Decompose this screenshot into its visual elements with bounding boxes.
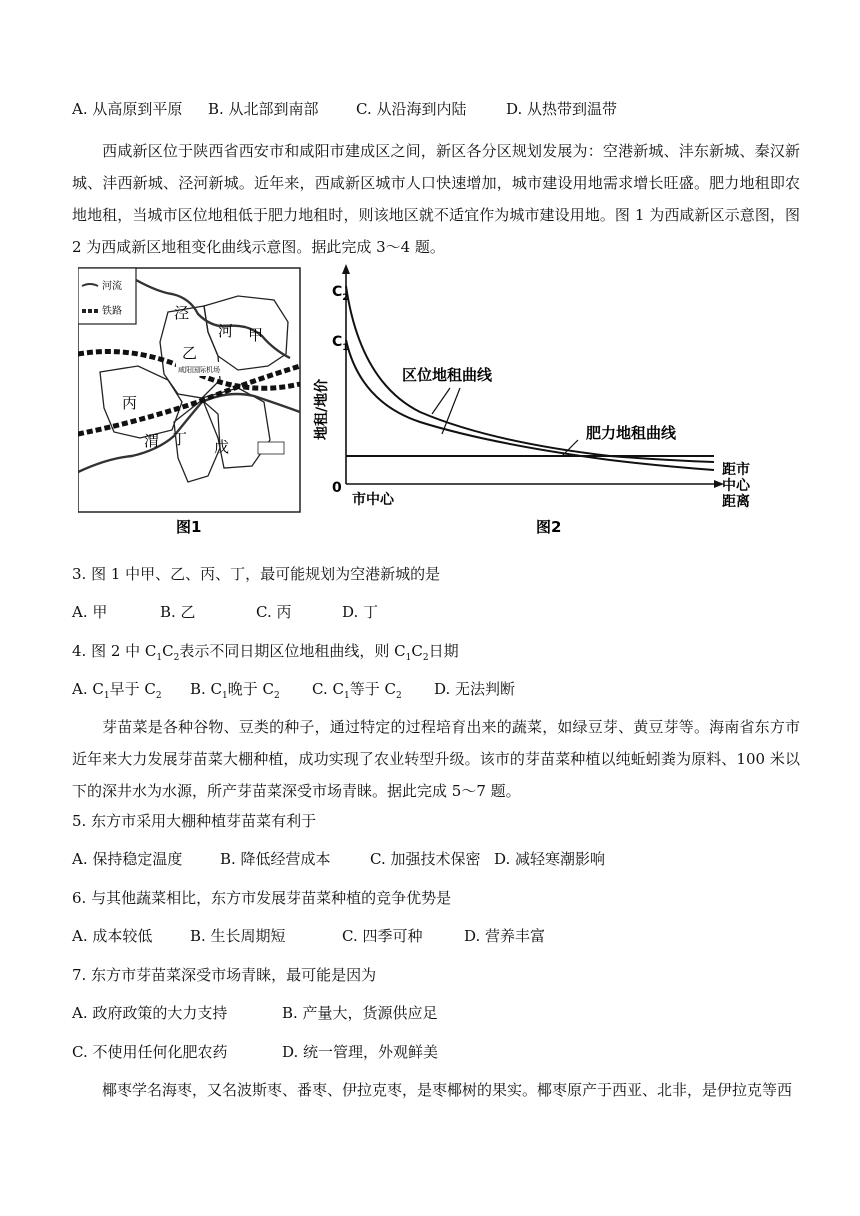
q5-option-d: D. 减轻寒潮影响: [494, 850, 606, 868]
origin-label: 0: [332, 480, 342, 496]
passage-1-text: 西咸新区位于陕西省西安市和咸阳市建成区之间，新区各分区规划发展为：空港新城、沣东新城、秦汉新城、沣西新城、泾河新城。近年来，西咸新区城市人口快速增加，城市建设用地需求增长旺盛。肥力地租即农地地租，当城市区位地租低于肥力地租时，则该地区就不适宜作为城市建设用地。图 1 为西咸新区示意图，图 2 为西咸新区地租变化曲线示意图。据此完成 3～4 题。: [72, 142, 800, 256]
river-label-he: 河: [218, 322, 234, 340]
q2-option-b: B. 从北部到南部: [208, 100, 319, 118]
label-ding: 丁: [172, 430, 188, 448]
question-5: 5. 东方市采用大棚种植芽苗菜有利于: [72, 812, 317, 830]
curve-label-fertility: 肥力地租曲线: [586, 424, 677, 442]
q7-option-d: D. 统一管理，外观鲜美: [282, 1043, 439, 1061]
q4-option-d: D. 无法判断: [434, 680, 516, 698]
q2-option-a: A. 从高原到平原: [72, 100, 183, 118]
legend-river-label: 河流: [102, 281, 122, 292]
x-axis-right-label-3: 距离: [722, 494, 750, 510]
q3-option-d: D. 丁: [342, 603, 379, 621]
passage-1: [72, 135, 800, 263]
river-label-wei: 渭: [144, 432, 160, 450]
q3-option-c: C. 丙: [256, 603, 292, 621]
q3-option-b: B. 乙: [160, 603, 196, 621]
q7-options-row-2: [72, 1041, 438, 1062]
location-rent-curve-c1: [346, 340, 714, 470]
q6-option-c: C. 四季可种: [342, 927, 423, 945]
q6-option-a: A. 成本较低: [72, 927, 153, 945]
x-axis-right-label-1: 距市: [722, 462, 750, 478]
y-axis-label: 地租/地价: [314, 378, 330, 440]
river-jing: [136, 280, 290, 358]
q6-options: [72, 925, 545, 946]
label-c1: $C_1$: [332, 334, 349, 353]
passage-2-text: 芽苗菜是各种谷物、豆类的种子，通过特定的过程培育出来的蔬菜，如绿豆芽、黄豆芽等。海南省东方市近年来大力发展芽苗菜大棚种植，成功实现了农业转型升级。该市的芽苗菜种植以纯蚯蚓粪为原料、100 米以下的深井水为水源，所产芽苗菜深受市场青睐。据此完成 5～7 题。: [72, 718, 800, 800]
q7-option-c: C. 不使用任何化肥农药: [72, 1043, 228, 1061]
district-bing: [100, 366, 182, 438]
q2-option-c: C. 从沿海到内陆: [356, 100, 467, 118]
leader-line-1: [432, 388, 450, 414]
label-jia: 甲: [248, 326, 264, 344]
passage-3: [72, 1074, 800, 1106]
figure-1-caption: 图1: [176, 518, 202, 536]
passage-2: [72, 711, 800, 807]
q3-option-a: A. 甲: [72, 603, 108, 621]
y-axis-arrow: [342, 264, 350, 274]
airport-label: 咸阳国际机场: [178, 366, 220, 374]
figure-2-chart: [310, 262, 780, 540]
district-wu: [202, 388, 270, 468]
q7-option-b: B. 产量大，货源供应足: [282, 1004, 438, 1022]
q4-option-b: B. $C_1$晚于 $C_2$: [190, 680, 280, 701]
q5-options: [72, 848, 605, 869]
q4-options: [72, 678, 515, 701]
label-wu: 戊: [214, 438, 230, 456]
q3-options: [72, 601, 378, 622]
question-7: 7. 东方市芽苗菜深受市场青睐，最可能是因为: [72, 966, 377, 984]
label-c2: $C_2$: [332, 284, 349, 303]
passage-3-text: 椰枣学名海枣，又名波斯枣、番枣、伊拉克枣，是枣椰树的果实。椰枣原产于西亚、北非，是伊拉克等西: [102, 1081, 793, 1099]
question-4: 4. 图 2 中 $C_1C_2$表示不同日期区位地租曲线，则 $C_1C_2$日期: [72, 642, 459, 663]
q7-option-a: A. 政府政策的大力支持: [72, 1004, 228, 1022]
label-bing: 丙: [122, 394, 138, 412]
x-axis-left-label: 市中心: [352, 492, 394, 508]
q5-option-a: A. 保持稳定温度: [72, 850, 183, 868]
river-wei: [78, 394, 300, 472]
q6-option-b: B. 生长周期短: [190, 927, 286, 945]
q5-option-c: C. 加强技术保密: [370, 850, 481, 868]
city-marker: [258, 442, 284, 454]
question-6: 6. 与其他蔬菜相比，东方市发展芽苗菜种植的竞争优势是: [72, 889, 452, 907]
q2-option-d: D. 从热带到温带: [506, 100, 618, 118]
x-axis-right-label-2: 中心: [722, 478, 750, 494]
q4-option-c: C. $C_1$等于 $C_2$: [312, 680, 402, 701]
q6-option-d: D. 营养丰富: [464, 927, 546, 945]
figure-1-map: [78, 262, 304, 540]
q2-options: [72, 98, 617, 119]
figure-2-caption: 图2: [536, 518, 562, 536]
q7-options-row-1: [72, 1002, 438, 1023]
q5-option-b: B. 降低经营成本: [220, 850, 331, 868]
question-3: 3. 图 1 中甲、乙、丙、丁，最可能规划为空港新城的是: [72, 565, 441, 583]
river-label-jing: 泾: [174, 304, 190, 322]
label-yi: 乙: [182, 344, 198, 362]
curve-label-location: 区位地租曲线: [402, 366, 493, 384]
district-jia: [204, 296, 288, 370]
legend-rail-label: 铁路: [102, 306, 122, 317]
q4-option-a: A. $C_1$早于 $C_2$: [72, 680, 162, 701]
